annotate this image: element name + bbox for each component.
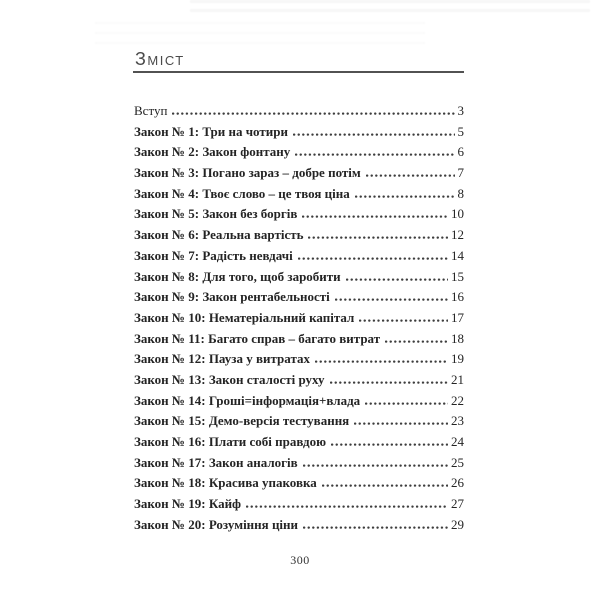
- toc-entry-label: Закон № 20: Розуміння ціни: [134, 516, 299, 532]
- toc-entry-label: Закон № 5: Закон без боргів: [134, 206, 298, 222]
- toc-leader-dots: [303, 526, 448, 529]
- toc-leader-dots: [365, 402, 448, 405]
- scan-ghost-artifact: [95, 22, 425, 52]
- toc-leader-dots: [302, 215, 448, 218]
- toc-entry: [134, 329, 464, 350]
- toc-entry-page-number: 8: [457, 185, 464, 201]
- toc-entry-page-number: 14: [451, 247, 464, 263]
- toc-entry-label: Закон № 9: Закон рентабельності: [134, 289, 330, 305]
- toc-entry-label: Закон № 18: Красива упаковка: [134, 475, 317, 491]
- toc-entry-page-number: 18: [451, 330, 464, 346]
- toc-leader-dots: [330, 381, 448, 384]
- toc-entry-page-number: 17: [451, 309, 464, 325]
- toc-entry-page-number: 10: [451, 206, 464, 222]
- scan-ghost-artifact: [190, 0, 590, 16]
- toc-entry-page-number: 29: [451, 516, 464, 532]
- toc-entry-label: Вступ: [134, 103, 168, 118]
- toc-leader-dots: [303, 464, 448, 467]
- toc-list: [134, 101, 464, 535]
- toc-entry-label: Закон № 2: Закон фонтану: [134, 144, 291, 160]
- toc-entry-label: Закон № 16: Плати собі правдою: [134, 434, 327, 449]
- page-title: Зміст: [135, 49, 185, 69]
- toc-entry: [134, 370, 464, 391]
- title-underline-rule: [133, 71, 464, 73]
- toc-entry: [134, 267, 464, 288]
- toc-leader-dots: [366, 174, 455, 177]
- toc-entry-page-number: 5: [457, 123, 464, 139]
- toc-entry-page-number: 22: [451, 392, 464, 408]
- toc-entry-page-number: 24: [451, 434, 464, 449]
- toc-entry-label: Закон № 8: Для того, щоб заробити: [134, 268, 341, 284]
- toc-leader-dots: [293, 133, 455, 136]
- toc-entry-label: Закон № 14: Гроші=інформація+влада: [134, 392, 361, 408]
- toc-entry-label: Закон № 11: Багато справ – багато витрат: [134, 330, 381, 346]
- toc-entry: [134, 391, 464, 412]
- toc-entry-label: Закон № 3: Погано зараз – добре потім: [134, 165, 361, 181]
- toc-entry: [134, 204, 464, 225]
- toc-entry: [134, 432, 464, 453]
- toc-entry-page-number: 23: [451, 413, 464, 429]
- toc-entry-label: Закон № 10: Нематеріальний капітал: [134, 309, 355, 325]
- toc-leader-dots: [315, 360, 448, 363]
- toc-entry-page-number: 19: [451, 351, 464, 367]
- toc-leader-dots: [359, 319, 448, 322]
- toc-entry: [134, 473, 464, 494]
- toc-entry-label: Закон № 13: Закон сталості руху: [134, 371, 325, 387]
- toc-entry-page-number: 15: [451, 268, 464, 284]
- toc-entry-page-number: 27: [451, 496, 464, 512]
- toc-entry: [134, 225, 464, 246]
- toc-entry: [134, 349, 464, 370]
- toc-entry-label: Закон № 6: Реальна вартість: [134, 227, 304, 243]
- toc-entry: [134, 101, 464, 122]
- toc-entry-label: Закон № 1: Три на чотири: [134, 123, 288, 139]
- toc-leader-dots: [355, 195, 455, 198]
- toc-leader-dots: [354, 422, 448, 425]
- toc-leader-dots: [385, 340, 448, 343]
- toc-entry-page-number: 6: [457, 144, 464, 160]
- toc-entry-page-number: 12: [451, 227, 464, 243]
- toc-leader-dots: [246, 505, 448, 508]
- toc-entry-page-number: 7: [457, 165, 464, 181]
- page-number-footer: 300: [290, 553, 310, 567]
- toc-leader-dots: [295, 153, 454, 156]
- toc-leader-dots: [331, 443, 448, 446]
- toc-leader-dots: [308, 236, 448, 239]
- toc-entry: [134, 308, 464, 329]
- toc-entry: [134, 142, 464, 163]
- toc-entry: [134, 246, 464, 267]
- toc-entry: [134, 287, 464, 308]
- toc-leader-dots: [346, 278, 448, 281]
- toc-entry-page-number: 25: [451, 454, 464, 470]
- toc-entry-label: Закон № 7: Радість невдачі: [134, 247, 293, 263]
- toc-entry-page-number: 3: [457, 103, 464, 118]
- toc-entry: [134, 122, 464, 143]
- toc-leader-dots: [298, 257, 448, 260]
- toc-entry-page-number: 21: [451, 371, 464, 387]
- toc-entry-label: Закон № 19: Кайф: [134, 496, 242, 512]
- toc-entry: [134, 494, 464, 515]
- toc-leader-dots: [322, 484, 448, 487]
- toc-entry: [134, 184, 464, 205]
- toc-entry: [134, 411, 464, 432]
- toc-entry-label: Закон № 17: Закон аналогів: [134, 454, 298, 470]
- toc-entry: [134, 453, 464, 474]
- toc-entry: [134, 515, 464, 536]
- toc-entry-label: Закон № 15: Демо-версія тестування: [134, 413, 350, 429]
- toc-entry-page-number: 26: [451, 475, 464, 491]
- toc-entry-page-number: 16: [451, 289, 464, 305]
- toc-leader-dots: [335, 298, 448, 301]
- toc-entry-label: Закон № 4: Твоє слово – це твоя ціна: [134, 185, 350, 201]
- toc-leader-dots: [172, 112, 454, 115]
- toc-entry-label: Закон № 12: Пауза у витратах: [134, 351, 310, 367]
- toc-entry: [134, 163, 464, 184]
